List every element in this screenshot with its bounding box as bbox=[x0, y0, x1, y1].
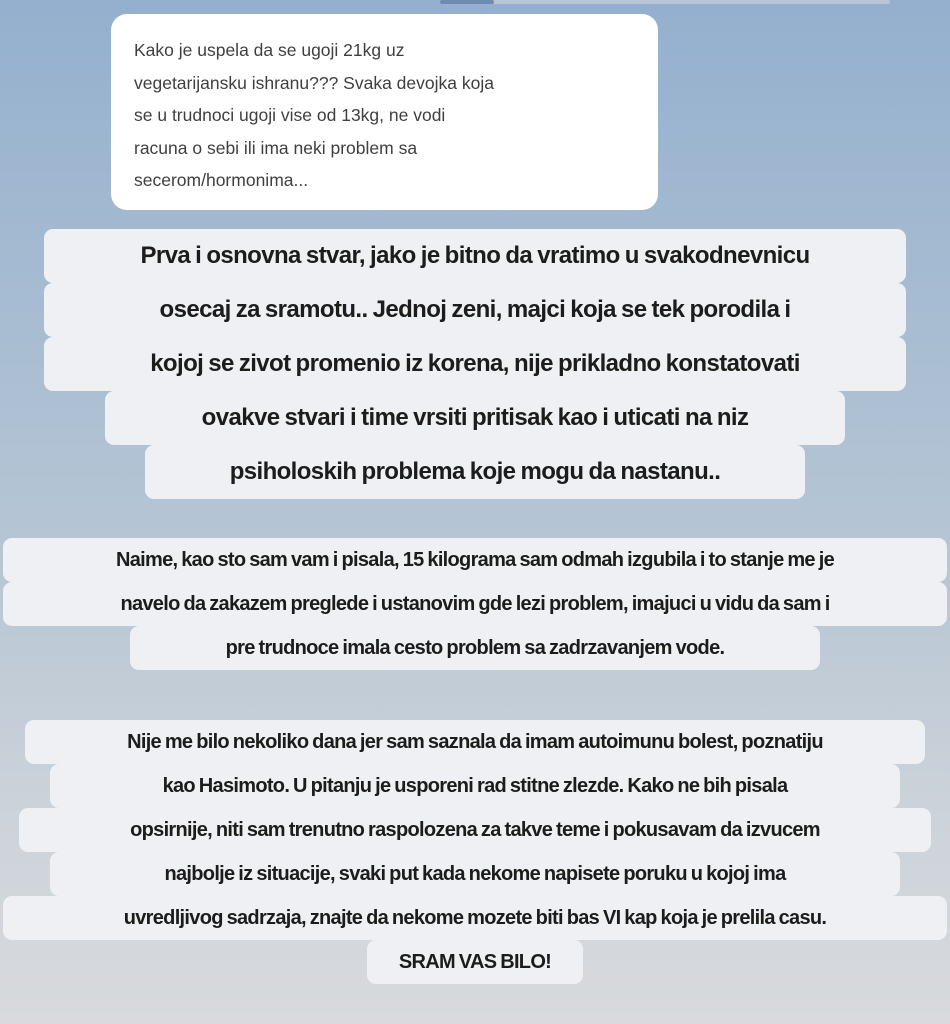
reply-line-text: najbolje iz situacije, svaki put kada nekome napisete poruku u kojoj ima bbox=[164, 863, 786, 885]
question-line: vegetarijansku ishranu??? Svaka devojka koja bbox=[134, 72, 494, 93]
reply-line bbox=[50, 852, 900, 896]
reply-line bbox=[44, 337, 906, 391]
reply-line-text: SRAM VAS BILO! bbox=[398, 951, 552, 973]
reply-line bbox=[19, 808, 931, 852]
reply-line bbox=[105, 391, 845, 445]
reply-line-text: Prva i osnovna stvar, jako je bitno da vratimo u svakodnevnicu bbox=[140, 242, 810, 269]
reply-block-2 bbox=[0, 538, 950, 670]
reply-line-text: pre trudnoce imala cesto problem sa zadrzavanjem vode. bbox=[225, 637, 725, 659]
reply-line-text: Nije me bilo nekoliko dana jer sam saznala da imam autoimunu bolest, poznatiju bbox=[127, 731, 823, 753]
reply-line bbox=[3, 538, 947, 582]
reply-line-text: uvredljivog sadrzaja, znajte da nekome mozete biti bas VI kap koja je prelila casu. bbox=[123, 907, 827, 929]
question-line: secerom/hormonima... bbox=[134, 170, 309, 190]
story-progress-fill bbox=[440, 0, 494, 4]
reply-line bbox=[25, 720, 925, 764]
reply-line-text: opsirnije, niti sam trenutno raspolozena za takve teme i pokusavam da izvucem bbox=[130, 819, 820, 841]
reply-line-text: ovakve stvari i time vrsiti pritisak kao i uticati na niz bbox=[201, 404, 749, 431]
reply-line-text: kao Hasimoto. U pitanju je usporeni rad stitne zlezde. Kako ne bih pisala bbox=[162, 775, 788, 797]
reply-line bbox=[50, 764, 900, 808]
question-line: se u trudnoci ugoji vise od 13kg, ne vodi bbox=[134, 105, 446, 125]
question-line: Kako je uspela da se ugoji 21kg uz bbox=[134, 40, 405, 60]
reply-block-3 bbox=[0, 720, 950, 984]
reply-line bbox=[44, 283, 906, 337]
reply-line-text: Naime, kao sto sam vam i pisala, 15 kilograma sam odmah izgubila i to stanje me je bbox=[115, 549, 834, 571]
question-line: racuna o sebi ili ima neki problem sa bbox=[134, 137, 418, 158]
story-progress-bar bbox=[440, 0, 890, 4]
reply-line bbox=[130, 626, 820, 670]
reply-block-1 bbox=[0, 229, 950, 499]
reply-line bbox=[3, 582, 947, 626]
reply-line-text: navelo da zakazem preglede i ustanovim gde lezi problem, imajuci u vidu da sam i bbox=[120, 593, 830, 615]
question-card bbox=[111, 14, 658, 210]
reply-line-text: psiholoskih problema koje mogu da nastanu.. bbox=[229, 458, 721, 485]
reply-line-text: osecaj za sramotu.. Jednoj zeni, majci koja se tek porodila i bbox=[159, 296, 791, 323]
reply-line bbox=[145, 445, 805, 499]
reply-line-text: kojoj se zivot promenio iz korena, nije prikladno konstatovati bbox=[150, 350, 800, 377]
reply-line bbox=[3, 896, 947, 940]
reply-line bbox=[367, 940, 583, 984]
reply-line bbox=[44, 229, 906, 283]
